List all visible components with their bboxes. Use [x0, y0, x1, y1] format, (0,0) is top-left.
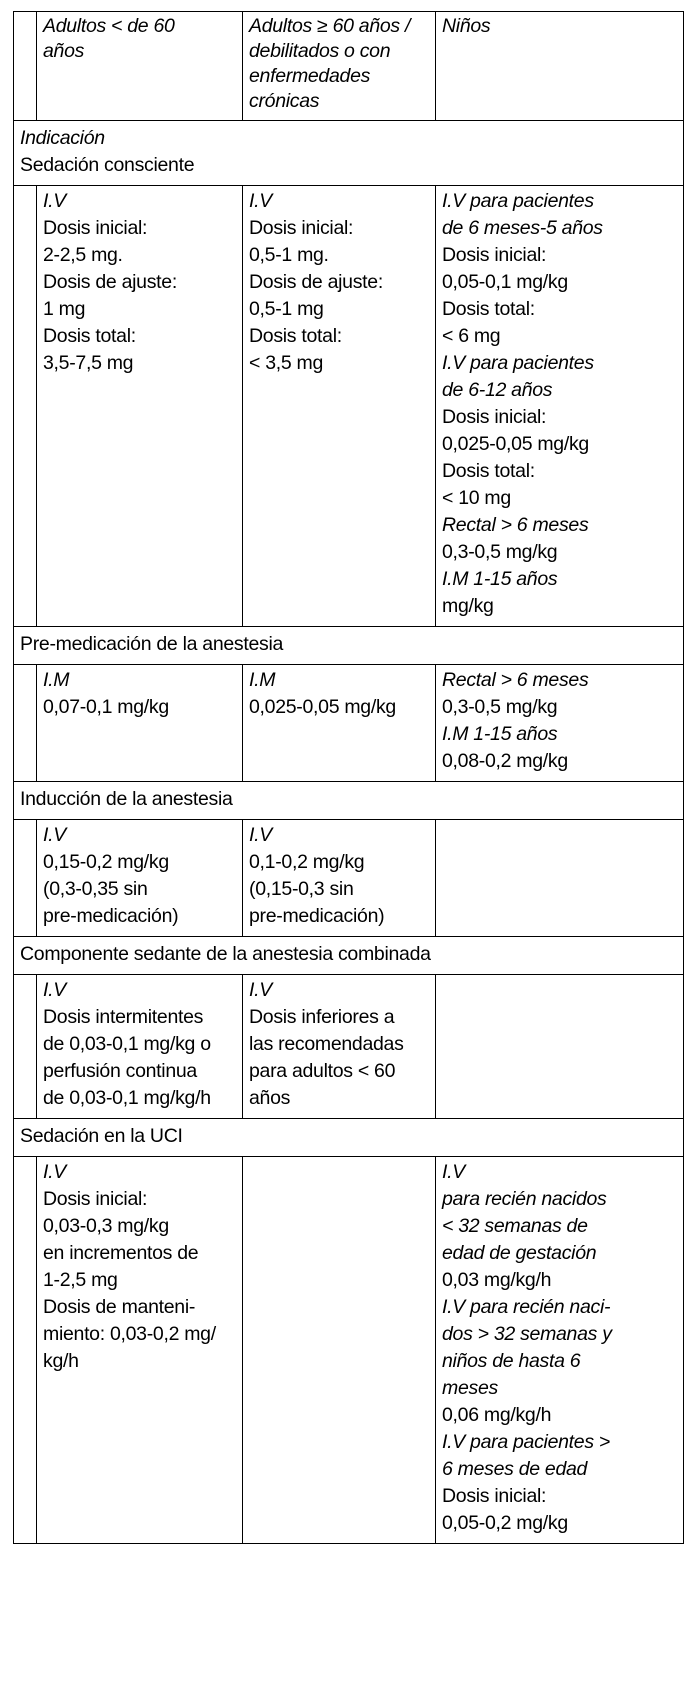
dose-cell-adults-under-60	[37, 975, 243, 1119]
header-line: enfermedades	[249, 65, 371, 87]
dose-line: en incrementos de	[43, 1242, 199, 1264]
indent-cell	[14, 1157, 37, 1544]
dose-line: I.V para recién naci-	[442, 1296, 611, 1318]
dose-line: pre-medicación)	[43, 905, 179, 927]
dose-line: de 0,03-0,1 mg/kg/h	[43, 1087, 211, 1109]
dose-line: I.V	[249, 979, 272, 1001]
section-title	[14, 121, 684, 186]
header-line: debilitados o con	[249, 40, 391, 62]
dose-line: (0,3-0,35 sin	[43, 878, 148, 900]
section-title	[14, 627, 684, 665]
section-title-line: Inducción de la anestesia	[20, 788, 233, 810]
dose-cell-children	[436, 1157, 684, 1544]
dose-line: edad de gestación	[442, 1242, 597, 1264]
section-title-row	[14, 627, 684, 665]
dose-line: 6 meses de edad	[442, 1458, 588, 1480]
dose-cell-adults-over-60	[243, 665, 436, 782]
dose-line: I.V para pacientes	[442, 352, 594, 374]
dose-row	[14, 186, 684, 627]
dose-line: de 6-12 años	[442, 379, 553, 401]
dose-row	[14, 975, 684, 1119]
section-title-row	[14, 782, 684, 820]
dose-line: para adultos < 60	[249, 1060, 396, 1082]
dose-line: Dosis inicial:	[442, 244, 547, 266]
section-title-line: Sedación en la UCI	[20, 1125, 183, 1147]
dose-line: I.M	[43, 669, 70, 691]
dose-line: 1-2,5 mg	[43, 1269, 118, 1291]
dose-line: < 6 mg	[442, 325, 501, 347]
dose-line: niños de hasta 6	[442, 1350, 581, 1372]
header-line: años	[43, 40, 85, 62]
dose-line: 2-2,5 mg.	[43, 244, 123, 266]
dose-line: Rectal > 6 meses	[442, 514, 589, 536]
dose-line: Dosis total:	[43, 325, 136, 347]
dose-line: 0,05-0,1 mg/kg	[442, 271, 568, 293]
dose-line: 0,3-0,5 mg/kg	[442, 696, 558, 718]
dose-line: I.M	[249, 669, 276, 691]
dose-line: Dosis inicial:	[442, 406, 547, 428]
dose-line: 0,15-0,2 mg/kg	[43, 851, 169, 873]
dose-line: I.V	[43, 190, 66, 212]
dose-line: (0,15-0,3 sin	[249, 878, 354, 900]
dose-cell-adults-under-60	[37, 820, 243, 937]
dose-line: 0,1-0,2 mg/kg	[249, 851, 365, 873]
dose-line: I.V	[43, 824, 66, 846]
dose-row	[14, 665, 684, 782]
dose-line: Dosis intermitentes	[43, 1006, 204, 1028]
dose-cell-adults-over-60	[243, 1157, 436, 1544]
section-title-row	[14, 121, 684, 186]
dose-line: Dosis total:	[442, 460, 535, 482]
dose-line: meses	[442, 1377, 498, 1399]
dose-line: Dosis de ajuste:	[249, 271, 383, 293]
header-adults-under-60	[37, 12, 243, 121]
section-title-line: Sedación consciente	[20, 154, 195, 176]
dose-line: Dosis inicial:	[43, 1188, 148, 1210]
dose-line: 1 mg	[43, 298, 86, 320]
dose-line: 3,5-7,5 mg	[43, 352, 134, 374]
dose-cell-adults-over-60	[243, 186, 436, 627]
header-adults-over-60	[243, 12, 436, 121]
dose-cell-children	[436, 186, 684, 627]
dose-cell-adults-under-60	[37, 665, 243, 782]
dose-line: Dosis de ajuste:	[43, 271, 177, 293]
dose-line: I.M 1-15 años	[442, 568, 558, 590]
indent-cell	[14, 186, 37, 627]
dose-line: 0,03 mg/kg/h	[442, 1269, 552, 1291]
section-title	[14, 1119, 684, 1157]
dose-line: 0,08-0,2 mg/kg	[442, 750, 568, 772]
section-title	[14, 782, 684, 820]
indent-cell	[14, 975, 37, 1119]
section-title-line: Componente sedante de la anestesia combinada	[20, 943, 431, 965]
dose-cell-children	[436, 820, 684, 937]
dose-line: años	[249, 1087, 291, 1109]
dose-line: 0,025-0,05 mg/kg	[249, 696, 396, 718]
indent-cell	[14, 820, 37, 937]
dose-cell-children	[436, 665, 684, 782]
dose-line: kg/h	[43, 1350, 79, 1372]
dose-cell-adults-over-60	[243, 975, 436, 1119]
dose-line: 0,5-1 mg.	[249, 244, 329, 266]
indent-cell	[14, 12, 37, 121]
dose-line: < 32 semanas de	[442, 1215, 588, 1237]
dose-line: miento: 0,03-0,2 mg/	[43, 1323, 216, 1345]
dose-cell-adults-under-60	[37, 1157, 243, 1544]
dose-cell-adults-over-60	[243, 820, 436, 937]
dose-line: las recomendadas	[249, 1033, 404, 1055]
dose-line: para recién nacidos	[442, 1188, 607, 1210]
dose-line: Dosis inicial:	[249, 217, 354, 239]
dose-cell-adults-under-60	[37, 186, 243, 627]
dose-line: de 0,03-0,1 mg/kg o	[43, 1033, 211, 1055]
dose-line: I.V	[442, 1161, 465, 1183]
header-children	[436, 12, 684, 121]
dose-line: Dosis total:	[442, 298, 535, 320]
dose-line: Rectal > 6 meses	[442, 669, 589, 691]
dose-line: Dosis inicial:	[442, 1485, 547, 1507]
dose-cell-children	[436, 975, 684, 1119]
indent-cell	[14, 665, 37, 782]
dose-line: 0,3-0,5 mg/kg	[442, 541, 558, 563]
header-line: Adultos ≥ 60 años /	[249, 15, 411, 37]
dose-line: perfusión continua	[43, 1060, 197, 1082]
header-line: Adultos < de 60	[43, 15, 175, 37]
dose-line: < 10 mg	[442, 487, 511, 509]
dose-line: < 3,5 mg	[249, 352, 324, 374]
dose-line: I.V	[249, 824, 272, 846]
dose-line: I.V	[43, 1161, 66, 1183]
dosage-table-body	[14, 12, 684, 1544]
dose-line: 0,06 mg/kg/h	[442, 1404, 552, 1426]
dose-row	[14, 820, 684, 937]
header-line: crónicas	[249, 90, 320, 112]
dose-line: Dosis inferiores a	[249, 1006, 395, 1028]
dose-line: I.M 1-15 años	[442, 723, 558, 745]
dose-line: I.V para pacientes	[442, 190, 594, 212]
header-row	[14, 12, 684, 121]
dose-line: Dosis total:	[249, 325, 342, 347]
dose-line: Dosis inicial:	[43, 217, 148, 239]
dose-row	[14, 1157, 684, 1544]
dose-line: I.V	[43, 979, 66, 1001]
section-title	[14, 937, 684, 975]
section-title-line: Pre-medicación de la anestesia	[20, 633, 284, 655]
dose-line: 0,07-0,1 mg/kg	[43, 696, 169, 718]
dose-line: mg/kg	[442, 595, 494, 617]
header-line: Niños	[442, 15, 491, 37]
dose-line: dos > 32 semanas y	[442, 1323, 612, 1345]
section-title-row	[14, 1119, 684, 1157]
section-title-row	[14, 937, 684, 975]
dose-line: 0,03-0,3 mg/kg	[43, 1215, 169, 1237]
dose-line: I.V para pacientes >	[442, 1431, 610, 1453]
dose-line: de 6 meses-5 años	[442, 217, 603, 239]
dose-line: 0,025-0,05 mg/kg	[442, 433, 589, 455]
dose-line: 0,5-1 mg	[249, 298, 324, 320]
dose-line: pre-medicación)	[249, 905, 385, 927]
dosage-table	[13, 11, 684, 1544]
dose-line: Dosis de manteni-	[43, 1296, 196, 1318]
dose-line: 0,05-0,2 mg/kg	[442, 1512, 568, 1534]
dose-line: I.V	[249, 190, 272, 212]
section-title-line: Indicación	[20, 127, 105, 149]
